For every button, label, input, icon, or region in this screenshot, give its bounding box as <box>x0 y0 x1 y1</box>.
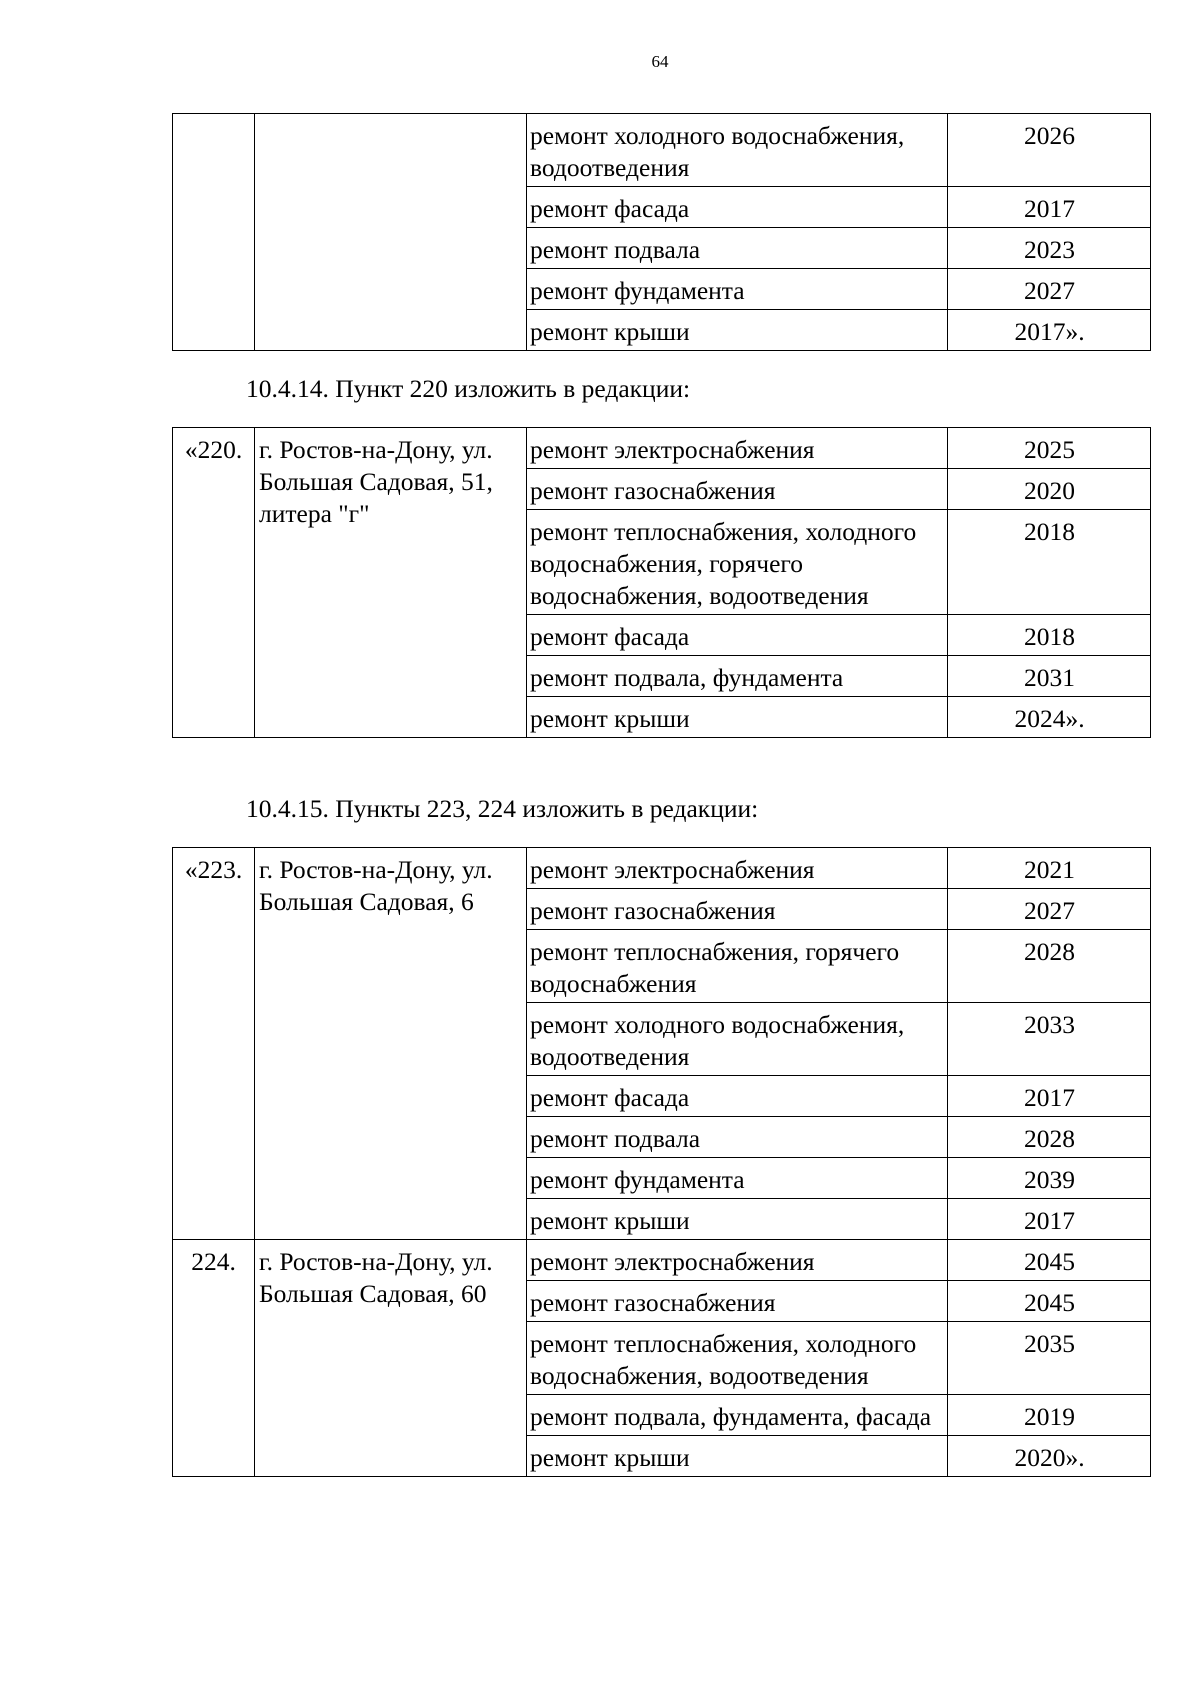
repair-year: 2020». <box>948 1436 1151 1477</box>
repair-work: ремонт газоснабжения <box>527 889 948 930</box>
repair-work: ремонт подвала, фундамента, фасада <box>527 1395 948 1436</box>
repair-work: ремонт крыши <box>527 1436 948 1477</box>
repair-year: 2045 <box>948 1281 1151 1322</box>
table-row <box>173 848 1151 889</box>
repair-work: ремонт крыши <box>527 697 948 738</box>
item-number <box>173 114 255 351</box>
table-row <box>173 114 1151 187</box>
repair-work: ремонт холодного водоснабжения, водоотведения <box>527 1003 948 1076</box>
repair-work: ремонт крыши <box>527 310 948 351</box>
section-heading-10-4-14: 10.4.14. Пункт 220 изложить в редакции: <box>246 374 691 403</box>
repair-year: 2039 <box>948 1158 1151 1199</box>
repair-year: 2028 <box>948 930 1151 1003</box>
repair-year: 2025 <box>948 428 1151 469</box>
repair-work: ремонт холодного водоснабжения, водоотведения <box>527 114 948 187</box>
repair-work: ремонт фасада <box>527 615 948 656</box>
repair-year: 2018 <box>948 615 1151 656</box>
building-address: г. Ростов-на-Дону, ул. Большая Садовая, 51, литера "г" <box>255 428 527 738</box>
item-number: 224. <box>173 1240 255 1477</box>
building-address: г. Ростов-на-Дону, ул. Большая Садовая, 60 <box>255 1240 527 1477</box>
repair-year: 2023 <box>948 228 1151 269</box>
repair-table-item-220 <box>172 427 1151 738</box>
table-row <box>173 428 1151 469</box>
repair-year: 2021 <box>948 848 1151 889</box>
repair-work: ремонт теплоснабжения, холодного водоснабжения, водоотведения <box>527 1322 948 1395</box>
building-address: г. Ростов-на-Дону, ул. Большая Садовая, 6 <box>255 848 527 1240</box>
repair-work: ремонт электроснабжения <box>527 848 948 889</box>
repair-work: ремонт фундамента <box>527 269 948 310</box>
repair-year: 2026 <box>948 114 1151 187</box>
section-heading-10-4-15: 10.4.15. Пункты 223, 224 изложить в редакции: <box>246 794 759 823</box>
repair-work: ремонт теплоснабжения, горячего водоснабжения <box>527 930 948 1003</box>
repair-work: ремонт теплоснабжения, холодного водоснабжения, горячего водоснабжения, водоотведения <box>527 510 948 615</box>
repair-year: 2019 <box>948 1395 1151 1436</box>
table-row <box>173 1240 1151 1281</box>
repair-work: ремонт электроснабжения <box>527 1240 948 1281</box>
repair-year: 2018 <box>948 510 1151 615</box>
repair-work: ремонт подвала <box>527 228 948 269</box>
repair-work: ремонт крыши <box>527 1199 948 1240</box>
repair-table-items-223-224 <box>172 847 1151 1477</box>
repair-year: 2035 <box>948 1322 1151 1395</box>
repair-year: 2027 <box>948 269 1151 310</box>
repair-year: 2017». <box>948 310 1151 351</box>
repair-year: 2033 <box>948 1003 1151 1076</box>
repair-year: 2020 <box>948 469 1151 510</box>
repair-year: 2031 <box>948 656 1151 697</box>
repair-work: ремонт газоснабжения <box>527 1281 948 1322</box>
repair-work: ремонт подвала, фундамента <box>527 656 948 697</box>
repair-work: ремонт электроснабжения <box>527 428 948 469</box>
repair-year: 2024». <box>948 697 1151 738</box>
item-number: «223. <box>173 848 255 1240</box>
repair-work: ремонт фасада <box>527 187 948 228</box>
repair-year: 2017 <box>948 187 1151 228</box>
repair-year: 2027 <box>948 889 1151 930</box>
page-number: 64 <box>651 52 669 71</box>
repair-work: ремонт фундамента <box>527 1158 948 1199</box>
building-address <box>255 114 527 351</box>
repair-year: 2017 <box>948 1199 1151 1240</box>
repair-work: ремонт фасада <box>527 1076 948 1117</box>
repair-work: ремонт газоснабжения <box>527 469 948 510</box>
repair-year: 2017 <box>948 1076 1151 1117</box>
repair-work: ремонт подвала <box>527 1117 948 1158</box>
item-number: «220. <box>173 428 255 738</box>
repair-year: 2045 <box>948 1240 1151 1281</box>
repair-year: 2028 <box>948 1117 1151 1158</box>
repair-table-continued <box>172 113 1151 351</box>
